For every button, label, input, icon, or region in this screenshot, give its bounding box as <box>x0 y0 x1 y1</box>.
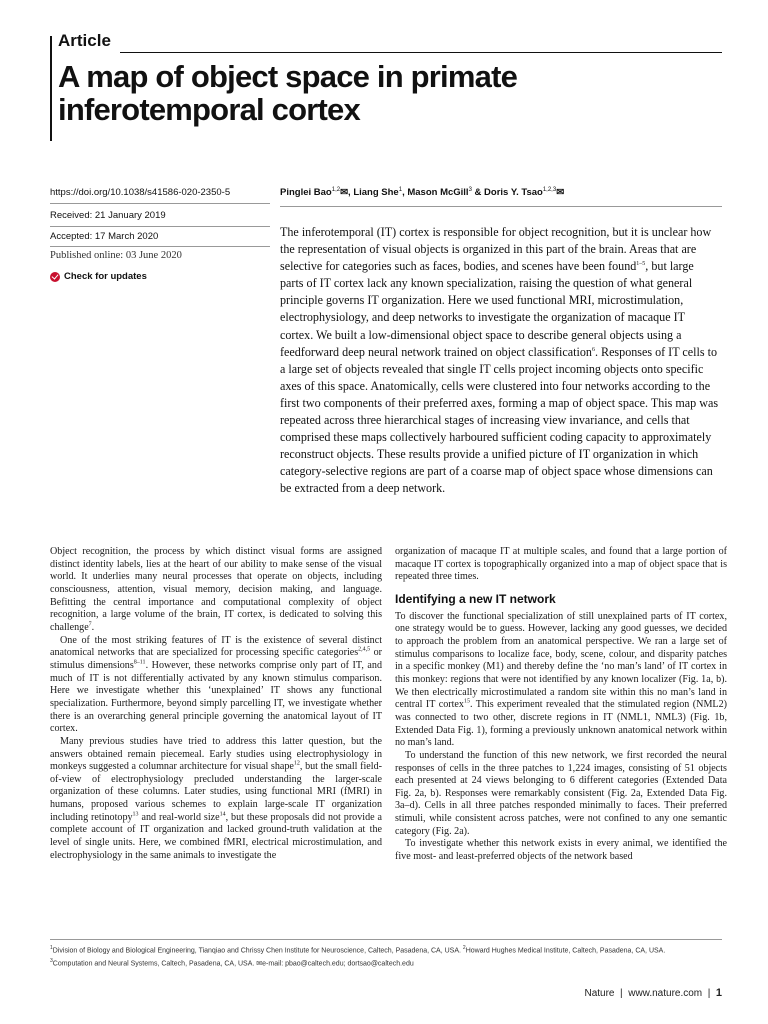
body-paragraph: To understand the function of this new network, we first recorded the neural responses of cells in the three patches to 1,224 images, consisting of 51 objects each presented at 24 views belonging to 6 different categories (Extended Data Fig. 2a, b). Responses were remarkably consistent (Fig. 2a, Extended Data Fig. 3a–d). Cells in all three patches responded minimally to faces. Their preferred stimuli, while consistent across patches, were not confined to any one semantic category (Fig. 2a). <box>395 749 727 837</box>
meta-divider <box>50 246 270 247</box>
page-footer <box>584 987 722 999</box>
body-paragraph: To investigate whether this network exists in every animal, we identified the five most- and least-preferred objects of the network based <box>395 838 727 863</box>
journal-name: Nature <box>584 988 615 999</box>
page-title: A map of object space in primate inferotemporal cortex <box>58 59 518 127</box>
journal-website-link[interactable]: www.nature.com <box>628 988 703 999</box>
footnote-divider <box>50 939 722 940</box>
header-rule <box>120 52 722 53</box>
body-paragraph: To discover the functional specialization of still unexplained parts of IT cortex, one strategy would be to guess. However, lacking any good guesses, we decided to approach the problem from an anatomical perspective. We ran a large set of stimulus comparisons to localize face, body, scene, colour, and disparity patches in a specific monkey (M1) and thereby define the ‘no man’s land’ of IT cortex in this monkey: regions that were not identified by any known localizer (Fig. 1a, b). We then electrically microstimulated a random site within this no man’s land in central IT cortex$^{15}$. This experiment revealed that the stimulated region (NML2) was connected to two other, discrete regions in IT (NML1, NML3) (Fig. 1b, Extended Data Fig. 1), forming a previously unknown anatomical network within no man’s land. <box>395 610 727 749</box>
abstract: The inferotemporal (IT) cortex is responsible for object recognition, but it is unclear how the representation of visual objects is organized in this part of the brain. Areas that are selective for categories such as faces, bodies, and scenes have been found$^{1-5}$, but large parts of IT cortex lack any known specialization, raising the question of what general principle governs IT organization. Here we used functional MRI, microstimulation, electrophysiology, and deep networks to investigate the organization of macaque IT cortex. We built a low-dimensional object space to describe general objects using a feedforward deep neural network trained on object classification$^6$. Responses of IT cells to a large set of objects revealed that single IT cells project incoming objects onto specific axes of this space. Anatomically, cells were clustered into four networks according to the first two components of their preferred axes, forming a map of object space. This map was repeated across three hierarchical stages of increasing view invariance, and cells that comprised these maps collectively harboured sufficient coding capacity to approximately reconstruct objects. These results provide a unified picture of IT organization in which category-selective regions are part of a coarse map of object space whose dimensions can be extracted from a deep network. <box>280 225 719 496</box>
affiliations: $^1$Division of Biology and Biological Engineering, Tianqiao and Chrissy Chen Institute for Neuroscience, Caltech, Pasadena, CA, USA. $^2$Howard Hughes Medical Institute, Caltech, Pasadena, CA, USA. $^3$Computation and Neural Systems, Caltech, Pasadena, CA, USA. ✉e-mail: pbao@caltech.edu; dortsao@caltech.edu <box>50 945 666 968</box>
author-divider <box>280 206 722 207</box>
author-list: Pinglei Bao$^{1,2}$✉, Liang She$^1$, Mason McGill$^3$ & Doris Y. Tsao$^{1,2,3}$✉ <box>280 187 565 199</box>
body-paragraph: Object recognition, the process by which distinct visual forms are assigned distinct identity labels, lies at the heart of our ability to make sense of the visual world. It underlies many neural processes that operate on objects, including consciousness, attention, visual memory, decision making, and language. Befitting the central importance and computational complexity of object recognition, a large volume of the brain, IT cortex, is dedicated to solving this challenge$^7$. <box>50 546 382 633</box>
body-paragraph: One of the most striking features of IT is the existence of several distinct anatomical networks that are specialized for processing specific categories$^{2,4,5}$ or stimulus dimensions$^{8-11}$. However, these networks comprise only part of IT, and much of IT is not differentially activated by any known stimulus comparison. Here we investigate whether this ‘unexplained’ IT shows any functional specialization. Furthermore, beyond simply parcelling IT, we investigate whether there is an overarching general principle governing the anatomical layout of IT cortex. <box>50 634 382 735</box>
footer-separator: | <box>707 988 711 999</box>
check-updates-button[interactable] <box>50 271 270 282</box>
accepted-date: Accepted: 17 March 2020 <box>50 231 159 242</box>
received-date: Received: 21 January 2019 <box>50 210 166 221</box>
body-paragraph: organization of macaque IT at multiple scales, and found that a large portion of macaque IT cortex is topographically organized into a map of object space that is repeated three times. <box>395 546 727 583</box>
body-column-right <box>395 546 727 864</box>
body-paragraph: Many previous studies have tried to address this latter question, but the answers obtained remain piecemeal. Early studies using electrophysiology in monkeys suggested a columnar architecture for visual shape$^{12}$, but the small field-of-view of electrophysiology precluded understanding the larger-scale organization of these columns. Later studies, using functional MRI (fMRI) in humans, proposed various schemes to explain large-scale IT organization including retinotopy$^{13}$ and real-world size$^{14}$, but these proposals did not provide a complete account of IT organization and lacked ground-truth validation at the level of single units. Here, we combined fMRI, electrical microstimulation, and electrophysiology in the same animals to investigate the <box>50 735 383 861</box>
footer-separator: | <box>620 988 623 999</box>
section-heading: Identifying a new IT network <box>395 591 556 606</box>
doi-link[interactable]: https://doi.org/10.1038/s41586-020-2350-5 <box>50 187 231 198</box>
published-date: Published online: 03 June 2020 <box>50 250 182 261</box>
check-updates-label: Check for updates <box>64 271 147 282</box>
page-number: 1 <box>715 987 722 999</box>
meta-divider <box>50 226 270 227</box>
body-column-left <box>50 546 382 862</box>
check-updates-icon <box>50 272 60 282</box>
article-type: Article <box>58 31 111 50</box>
header-accent-bar <box>50 36 52 141</box>
meta-divider <box>50 203 270 204</box>
